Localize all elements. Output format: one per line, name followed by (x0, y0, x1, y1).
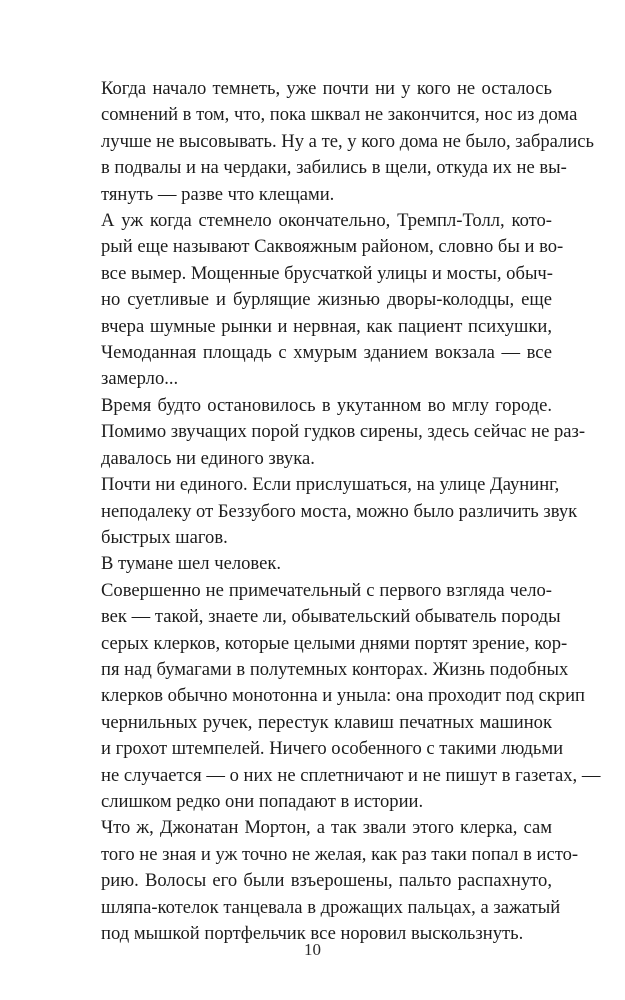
page-body (74, 76, 601, 947)
text-line: под мышкой портфельчик все норовил выскользнуть. (101, 923, 524, 944)
paragraph (74, 393, 586, 472)
text-line: но суетливые и бурлящие жизнью дворы-колодцы, еще (101, 289, 552, 311)
text-line: Чемоданная площадь с хмурым зданием вокзала — все (101, 342, 552, 364)
text-line: шляпа-котелок танцевала в дрожащих пальцах, а зажатый (101, 896, 561, 918)
text-line: Почти ни единого. Если прислушаться, на улице Даунинг, (101, 474, 560, 496)
text-line: сомнений в том, что, пока шквал не закончится, нос из дома (101, 104, 578, 126)
text-line: рию. Волосы его были взъерошены, пальто распахнуто, (101, 870, 552, 892)
paragraph (74, 76, 595, 208)
text-line: неподалеку от Беззубого моста, можно было различить звук (101, 500, 578, 522)
text-line: Время будто остановилось в укутанном во мглу городе. (101, 394, 552, 416)
paragraph (74, 208, 564, 393)
text-line: не случается — о них не сплетничают и не пишут в газетах, — (101, 764, 601, 786)
text-line: Помимо звучащих порой гудков сирены, здесь сейчас не раз- (101, 421, 586, 443)
text-line: замерло... (101, 368, 179, 390)
text-line: и грохот штемпелей. Ничего особенного с такими людьми (101, 738, 564, 760)
text-line: того не зная и уж точно не желая, как раз таки попал в исто- (101, 843, 579, 865)
text-line: чернильных ручек, перестук клавиш печатных машинок (101, 711, 552, 733)
text-line: век — такой, знаете ли, обывательский обыватель породы (101, 606, 561, 628)
text-line: Что ж, Джонатан Мортон, а так звали этого клерка, сам (101, 817, 552, 839)
text-line: Совершенно не примечательный с первого взгляда чело- (101, 579, 552, 601)
text-line: в подвалы и на чердаки, забились в щели, откуда их не вы- (101, 157, 567, 179)
paragraph (74, 472, 578, 551)
text-line: А уж когда стемнело окончательно, Тремпл-Толл, кото- (101, 210, 552, 232)
paragraph (74, 551, 552, 577)
paragraph (74, 578, 601, 816)
text-line: лучше не высовывать. Ну а те, у кого дома не было, забрались (101, 130, 595, 152)
text-line: вчера шумные рынки и нервная, как пациент психушки, (101, 315, 552, 337)
text-line: давалось ни единого звука. (101, 447, 315, 469)
text-line: рый еще называют Саквояжным районом, словно бы и во- (101, 236, 564, 258)
page-number: 10 (304, 940, 321, 959)
text-line: быстрых шагов. (101, 526, 228, 548)
text-line: клерков обычно монотонна и уныла: она проходит под скрип (101, 685, 585, 707)
text-line: тянуть — разве что клещами. (101, 183, 335, 205)
text-line: слишком редко они попадают в истории. (101, 790, 424, 812)
text-line: Когда начало темнеть, уже почти ни у кого не осталось (101, 78, 552, 99)
text-line: все вымер. Мощенные брусчаткой улицы и мосты, обыч- (101, 262, 553, 284)
text-line: серых клерков, которые целыми днями портят зрение, кор- (101, 632, 568, 654)
text-line: пя над бумагами в полутемных конторах. Жизнь подобных (101, 658, 569, 680)
paragraph (74, 815, 579, 947)
text-line: В тумане шел человек. (101, 553, 282, 575)
